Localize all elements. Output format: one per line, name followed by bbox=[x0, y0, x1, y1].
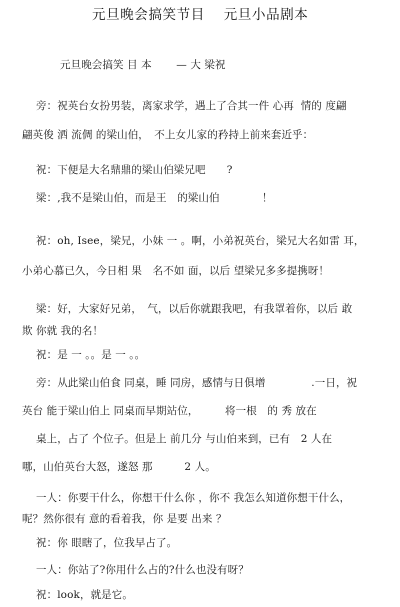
text-line: 英台 能于梁山伯上 同桌而早期站位， 将一根 的 秀 放在 bbox=[22, 405, 317, 417]
text-line: 一人：你要干什么，你想干什么你 ，你不 我怎么知道你想干什么， bbox=[36, 492, 351, 504]
text-line: 小弟心慕已久，今日相 果 名不如 面，以后 望梁兄多多提携呀！ bbox=[22, 265, 330, 277]
text-line: 桌上，占了 个位子。但是上 前几分 与山伯来到，已有 2 人在 bbox=[36, 433, 333, 445]
text-line: 呢？然你很有 意的看着我，你 是要 出来 ？ bbox=[22, 513, 227, 525]
document-title: 元旦晚会搞笑节目 元旦小品剧本 bbox=[92, 7, 309, 23]
text-line: 哪，山伯英台大怒，遂怒 那 2 人。 bbox=[22, 461, 216, 473]
text-line: 旁：祝英台女扮男装，离家求学，遇上了合其一件 心再 情的 度翩 bbox=[36, 100, 347, 112]
text-line: 梁：,我不是梁山伯，而是王 的梁山伯 ！ bbox=[36, 192, 273, 204]
text-line: 旁：从此梁山伯食 同桌，睡 同房，感情与日俱增 .一日，祝 bbox=[36, 377, 358, 389]
text-line: 祝：下便是大名鼎鼎的梁山伯梁兄吧 ? bbox=[36, 164, 233, 176]
text-line: 祝：oh, Isee，梁兄，小妹 一 。啊，小弟祝英台，梁兄大名如雷 耳， bbox=[36, 235, 365, 247]
text-line: 梁：好，大家好兄弟， 气，以后你就跟我吧，有我罩着你，以后 敢 bbox=[36, 303, 353, 315]
text-line: 欺 你就 我的名！ bbox=[22, 325, 104, 337]
text-line: 翩英俊 洒 流倜 的梁山伯， 不上女儿家的矜持上前来套近乎： bbox=[22, 129, 314, 141]
document-subtitle: 元旦晚会搞笑 目 本 — 大 梁祝 bbox=[60, 59, 226, 71]
text-line: 一人：你站了?你用什么占的?什么也没有呀？ bbox=[36, 564, 249, 576]
text-line: 祝：look，就是它。 bbox=[36, 589, 133, 601]
text-line: 祝：是 一 。。是 一 。。 bbox=[36, 349, 146, 361]
text-line: 祝：你 眼瞎了，位我早占了。 bbox=[36, 537, 178, 549]
